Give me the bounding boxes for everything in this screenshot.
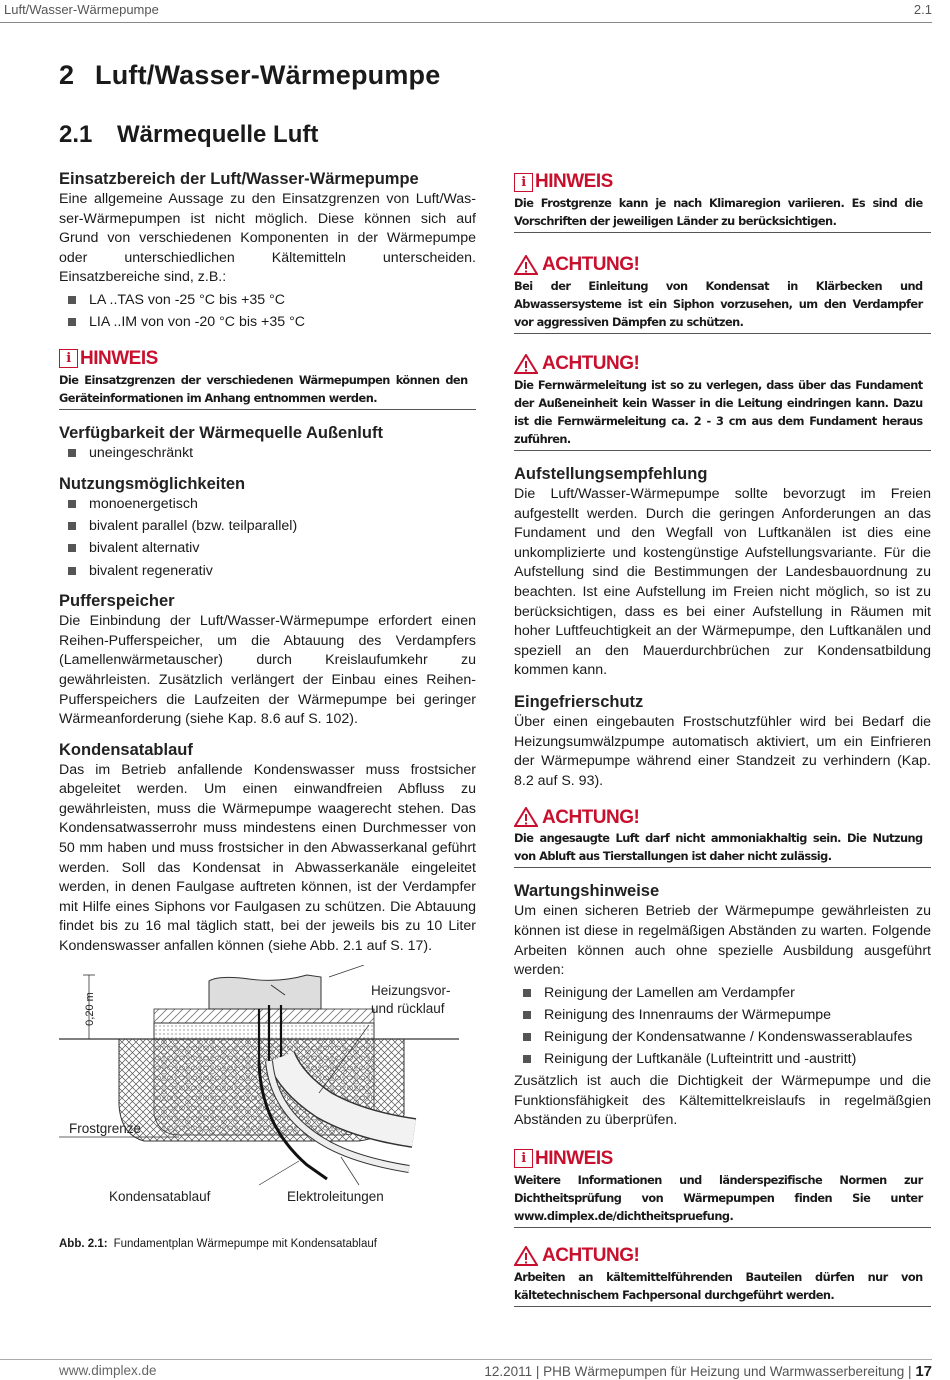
paragraph-eingefrierschutz: Über einen eingebauten Frostschutzfühler wird bei Bedarf die Heizungsumwälzpumpe automatisch aktiviert, um ein Einfrieren der Wärmepumpe während einer Standzeit zu verhindern (Kap. 8.2 auf S. 93). [514,713,931,789]
notice-hinweis [514,170,931,233]
list-item-text: monoenergetisch [89,496,198,513]
heading-einsatzbereich: Einsatzbereich der Luft/Wasser-Wärmepumpe [59,170,419,188]
running-header [0,0,932,23]
label-heizung-line2: und rücklauf [371,1000,445,1016]
list-item-text: LIA ..IM von von -20 °C bis +35 °C [89,314,305,331]
info-icon: i [514,1149,533,1168]
notice-hinweis [514,1147,931,1228]
notice-achtung [514,1244,931,1307]
notice-head [514,1147,931,1171]
info-icon: i [514,173,533,192]
page-number: 17 [915,1363,932,1380]
notice-head [514,805,931,829]
notice-text: Die Frostgrenze kann je nach Klimaregion variieren. Es sind die Vorschriften der jeweiligen Länder zu berücksichtigen. [514,196,923,228]
section-title [59,121,318,149]
notice-text: Die Einsatzgrenzen der verschiedenen Wärmepumpen können den Geräteinformationen im Anhang entnommen werden. [59,372,468,405]
heading-pufferspeicher: Pufferspeicher [59,592,175,611]
list-einsatzbereiche [59,291,476,333]
list-item-text: uneingeschränkt [89,444,194,461]
notice-label: ACHTUNG! [542,254,640,276]
list-item [514,1006,931,1026]
bullet-square-icon [68,449,76,457]
running-header-section: 2.1 [913,2,932,17]
figure-caption-label: Abb. 2.1: [59,1238,108,1251]
warning-triangle-icon [514,1246,538,1266]
label-heizung-line1: Heizungsvor- [371,982,451,998]
notice-label: ACHTUNG! [542,1245,640,1267]
notice-head [514,170,931,194]
notice-head [514,352,931,376]
label-elektroleitungen: Elektroleitungen [287,1188,384,1204]
dimension-label: 0,20 m [84,991,96,1026]
list-item [59,517,476,537]
list-item-text: Reinigung der Luftkanäle (Lufteintritt und -austritt) [544,1050,857,1067]
list-item [59,562,476,582]
paragraph-wartung: Um einen sicheren Betrieb der Wärmepumpe gewährleisten zu können ist diese in regelmäßigen Abständen zu warten. Folgende Arbeiten können auch ohne spezielle Ausbildung ausgeführt werden: [514,903,931,979]
notice-head [59,347,476,371]
section-title-text: Wärmequelle Luft [117,121,319,148]
notice-label: HINWEIS [535,1148,613,1170]
notice-achtung [514,352,931,451]
chapter-number: 2 [59,60,75,90]
footer-website-link[interactable]: www.dimplex.de [59,1363,157,1378]
bullet-square-icon [68,522,76,530]
notice-text: Arbeiten an kältemittelführenden Bauteilen dürfen nur von kältetechnischem Fachpersonal durchgeführt werden. [514,1269,923,1302]
paragraph-pufferspeicher: Die Einbindung der Luft/Wasser-Wärmepumpe erfordert einen Reihen-Pufferspeicher, um die Abtauung des Verdampfers (Lamellenwärmetauscher) durch Kreislaufumkehr zu gewährleisten. Zusätzlich verlängert der Einbau eines Reihen-Pufferspeichers die Laufzeiten der Wärmepumpe bei geringer Wärmeanforderung (siehe Kap. 8.6 auf S. 102). [59,613,476,728]
footer-publication [484,1363,932,1380]
list-item [514,1028,931,1048]
notice-hinweis [59,347,476,410]
chapter-title [59,60,440,91]
figure-caption [59,1235,459,1255]
info-icon: i [59,349,78,368]
heading-eingefrierschutz: Eingefrierschutz [514,692,644,711]
heading-verfuegbarkeit: Verfügbarkeit der Wärmequelle Außenluft [59,423,383,442]
running-footer [0,1359,932,1380]
list-verfuegbarkeit [59,444,476,464]
heading-wartung: Wartungshinweise [514,882,660,901]
list-nutzung [59,495,476,581]
heading-kondensatablauf: Kondensatablauf [59,740,193,759]
paragraph-aufstellung: Die Luft/Wasser-Wärmepumpe sollte bevorzugt im Freien aufgestellt werden. Durch die geringen Anforderungen an das Fundament und den Wegfall von Luftkanälen ist dies eine unkomplizierte und kostengünstige Aufstellungsvariante. Für die Aufstellung sind die Bestimmungen der Landesbauordnung zu beachten. Ist eine Aufstellung im Freien nicht möglich, so ist zu berücksichtigen, dass es bei einer Aufstellung in Räumen mit hoher Luftfeuchtigkeit an der Wärmepumpe, den Luftkanälen und speziell an den Mauerdurchbrüchen zur Kondensatbildung kommen kann. [514,486,931,679]
bullet-square-icon [523,1055,531,1063]
list-wartung [514,984,931,1070]
bullet-square-icon [523,1011,531,1019]
list-item-text: Reinigung des Innenraums der Wärmepumpe [544,1006,832,1023]
paragraph-kondensatablauf: Das im Betrieb anfallende Kondenswasser muss frostsicher abgeleitet werden. Um einen einwandfreien Abfluss zu gewährleisten, muss die Wärmepumpe waagerecht stehen. Das Kondensatwasserrohr muss mindestens einen Durchmesser von 50 mm haben und muss frostsicher in den Abwasserkanal geführt werden. Soll das Kondensat in Abwasserkanäle eingeleitet werden, in denen Faulgase auftreten können, ist der Verdampfer mit Hilfe eines Siphons vor Faulgasen zu schützen. Die Abtauung findet bis zu 16 mal täglich statt, bei der jeweils bis zu 10 Liter Kondenswasser anfallen können (siehe Abb. 2.1 auf S. 17). [59,761,476,955]
foundation-diagram [59,965,459,1225]
bullet-square-icon [523,989,531,997]
bullet-square-icon [523,1033,531,1041]
warning-triangle-icon [514,807,538,827]
notice-label: ACHTUNG! [542,353,640,375]
list-item-text: bivalent alternativ [89,540,200,557]
running-header-title: Luft/Wasser-Wärmepumpe [4,2,159,17]
notice-head [514,253,931,277]
notice-achtung [514,805,931,868]
warning-triangle-icon [514,255,538,275]
list-item [59,313,476,333]
bullet-square-icon [68,500,76,508]
notice-text: Die Fernwärmeleitung ist so zu verlegen, dass über das Fundament der Außeneinheit kein Wasser in die Leitung eindringen kann. Dazu ist die Fernwärmeleitung ca. 2 - 3 cm aus dem Fundament heraus zuführen. [514,378,923,446]
bullet-square-icon [68,567,76,575]
notice-label: ACHTUNG! [542,806,640,828]
list-item [514,1050,931,1070]
notice-text: Bei der Einleitung von Kondensat in Klärbecken und Abwassersysteme ist ein Siphon vorzusehen, um den Verdampfer vor aggressiven Dämpfen zu schützen. [514,279,923,329]
figure-fundamentplan [59,965,459,1251]
list-item [59,539,476,559]
list-item [59,495,476,515]
right-column [514,170,931,1307]
section-number: 2.1 [59,121,93,148]
heading-aufstellung: Aufstellungsempfehlung [514,465,708,483]
bullet-square-icon [68,544,76,552]
notice-achtung [514,253,931,334]
heading-nutzung: Nutzungsmöglichkeiten [59,475,246,494]
list-item-text: bivalent regenerativ [89,562,213,579]
list-item-text: Reinigung der Lamellen am Verdampfer [544,984,795,1001]
figure-caption-text: Fundamentplan Wärmepumpe mit Kondensatablauf [113,1238,377,1251]
paragraph-wartung-2: Zusätzlich ist auch die Dichtigkeit der Wärmepumpe und die Funktionsfähigkeit des Kältemittelkreislaufs in regelmäßgien Abständen zu überprüfen. [514,1073,931,1129]
list-item [59,444,476,464]
notice-label: HINWEIS [80,347,158,369]
bullet-square-icon [68,318,76,326]
list-item [59,291,476,311]
notice-text: Die angesaugte Luft darf nicht ammoniakhaltig sein. Die Nutzung von Abluft aus Tierstallungen ist daher nicht zulässig. [514,831,923,864]
bullet-square-icon [68,296,76,304]
footer-publication-text: 12.2011 | PHB Wärmepumpen für Heizung und Warmwasserbereitung | [484,1364,912,1379]
list-item [514,984,931,1004]
label-frostgrenze: Frostgrenze [69,1120,142,1136]
label-kondensatablauf: Kondensatablauf [109,1188,211,1204]
notice-head [514,1244,931,1268]
notice-label: HINWEIS [535,171,613,193]
left-column [59,168,476,1251]
list-item-text: bivalent parallel (bzw. teilparallel) [89,518,298,535]
list-item-text: LA ..TAS von -25 °C bis +35 °C [89,291,286,308]
warning-triangle-icon [514,354,538,374]
notice-text: Weitere Informationen und länderspezifische Normen zur Dichtheitsprüfung von Wärmepumpen finden Sie unter www.dimplex.de/dichtheitspruefung. [514,1172,923,1223]
chapter-title-text: Luft/Wasser-Wärmepumpe [95,60,441,90]
list-item-text: Reinigung der Kondensatwanne / Kondenswasserablaufes [544,1028,913,1045]
paragraph-einsatzbereich: Eine allgemeine Aussage zu den Einsatzgrenzen von Luft/Was-ser-Wärmepumpen ist nicht möglich. Diese können sich auf Grund von verschiedenen Komponenten in der Wärmepumpe oder unterschiedlichen Kältemitteln unterscheiden. Einsatzbereiche sind, z.B.: [59,191,476,286]
